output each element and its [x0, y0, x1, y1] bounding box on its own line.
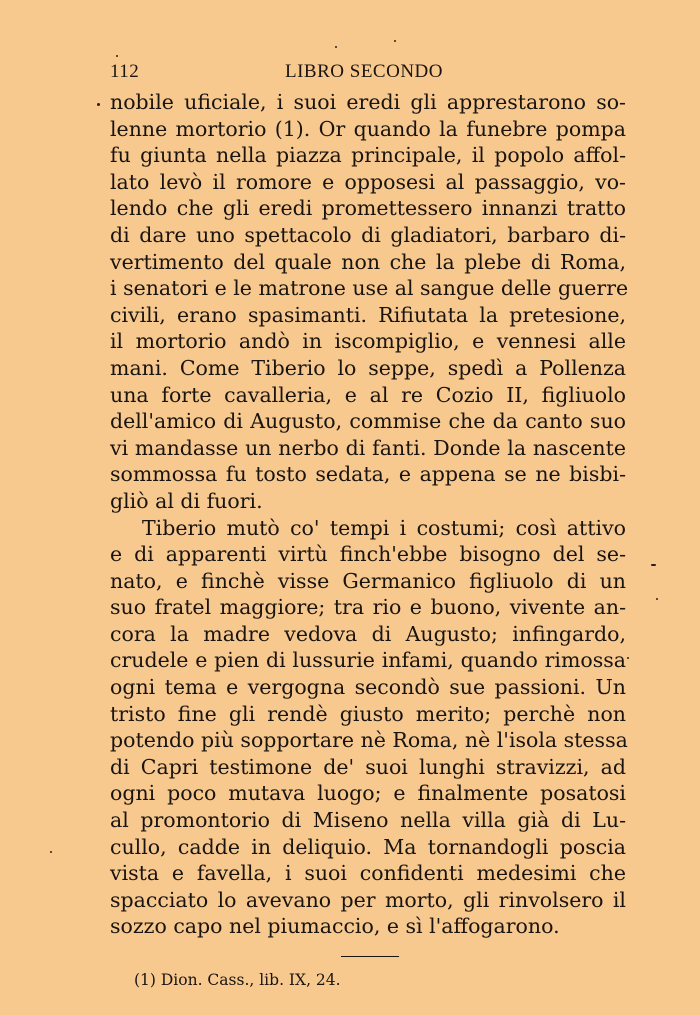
- footnote-separator: [341, 956, 399, 957]
- text-line: al promontorio di Miseno nella villa già di Lu-: [110, 808, 626, 833]
- text-line: sozzo capo nel piumaccio, e sì l'affogarono.: [110, 914, 560, 939]
- text-line: una forte cavalleria, e al re Cozio II, figliuolo: [110, 382, 626, 407]
- text-line: nato, e finchè visse Germanico figliuolo di un: [110, 568, 626, 593]
- text-line: suo fratel maggiore; tra rio e buono, vivente an-: [110, 595, 626, 620]
- ink-speck: [651, 564, 656, 566]
- text-line: cullo, cadde in deliquio. Ma tornandogli poscia: [110, 834, 626, 859]
- text-line: dell'amico di Augusto, commise che da canto suo: [110, 409, 626, 434]
- text-line: lenne mortorio (1). Or quando la funebre pompa: [110, 116, 626, 141]
- ink-speck: [335, 46, 337, 48]
- text-line: di dare uno spettacolo di gladiatori, barbaro di-: [110, 222, 626, 247]
- text-line: civili, erano spasimanti. Rifiutata la pretesione,: [110, 302, 626, 327]
- ink-speck: [116, 55, 118, 57]
- text-line: vi mandasse un nerbo di fanti. Donde la nascente: [110, 435, 626, 460]
- text-line: vista e favella, i suoi confidenti medesimi che: [110, 861, 626, 886]
- text-line: tristo fine gli rendè giusto merito; perchè non: [110, 701, 626, 726]
- running-title: LIBRO SECONDO: [285, 61, 443, 82]
- text-line: ogni tema e vergogna secondò sue passioni. Un: [110, 675, 626, 700]
- body-text: [110, 89, 629, 940]
- text-line: cora la madre vedova di Augusto; infingardo,: [110, 621, 626, 646]
- text-line: i senatori e le matrone use al sangue delle guerre: [110, 276, 629, 301]
- text-line: il mortorio andò in iscompiglio, e vennesi alle: [110, 329, 626, 354]
- text-line: vertimento del quale non che la plebe di Roma,: [110, 249, 626, 274]
- text-line: fu giunta nella piazza principale, il popolo affol-: [110, 143, 626, 168]
- footnote: (1) Dion. Cass., lib. IX, 24.: [134, 971, 341, 989]
- text-line: spacciato lo avevano per morto, gli rinvolsero il: [110, 887, 626, 912]
- page-header: [110, 61, 625, 87]
- ink-speck: [50, 851, 52, 853]
- page-number: 112: [110, 61, 140, 82]
- text-line: lato levò il romore e opposesi al passaggio, vo-: [110, 169, 626, 194]
- text-line: e di apparenti virtù finch'ebbe bisogno del se-: [110, 542, 626, 567]
- ink-speck: [97, 103, 100, 106]
- text-line: nobile uficiale, i suoi eredi gli apprestarono so-: [110, 90, 626, 114]
- text-line: lendo che gli eredi promettessero innanzi tratto: [110, 196, 626, 221]
- ink-speck: [627, 657, 629, 659]
- text-line: di Capri testimone de' suoi lunghi stravizzi, ad: [110, 754, 626, 779]
- ink-speck: [656, 598, 658, 600]
- text-line: potendo più sopportare nè Roma, nè l'isola stessa: [110, 728, 628, 753]
- text-line: Tiberio mutò co' tempi i costumi; così attivo: [142, 515, 626, 540]
- text-line: gliò al di fuori.: [110, 488, 263, 513]
- text-line: sommossa fu tosto sedata, e appena se ne bisbi-: [110, 462, 626, 487]
- text-line: crudele e pien di lussurie infami, quando rimossa: [110, 648, 626, 673]
- text-line: ogni poco mutava luogo; e finalmente posatosi: [110, 781, 626, 806]
- text-line: mani. Come Tiberio lo seppe, spedì a Pollenza: [110, 355, 626, 380]
- ink-speck: [394, 40, 396, 42]
